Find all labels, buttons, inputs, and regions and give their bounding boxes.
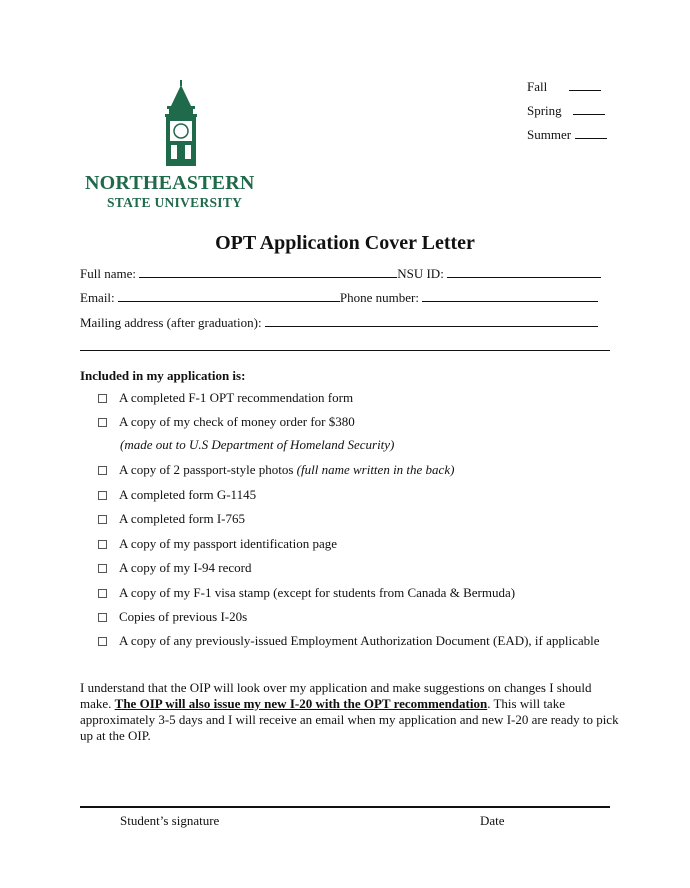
university-logo [85,80,285,166]
checkbox-icon[interactable] [98,515,107,524]
full-name-row [80,266,601,282]
checklist-item[interactable]: A copy of any previously-issued Employment Authorization Document (EAD), if applicable [98,633,600,649]
checkbox-icon[interactable] [98,418,107,427]
photos-note: (full name written in the back) [296,462,455,477]
checklist-item[interactable]: Copies of previous I-20s [98,609,247,625]
checkbox-icon[interactable] [98,589,107,598]
i20-emphasis: The OIP will also issue my new I-20 with the OPT recommendation [114,696,488,711]
checkbox-icon[interactable] [98,394,107,403]
email-row [80,290,598,306]
checklist-item[interactable]: A copy of my F-1 visa stamp (except for students from Canada & Bermuda) [98,585,515,601]
nsu-id-field[interactable] [447,267,601,278]
checklist-item[interactable]: A copy of my I-94 record [98,560,252,576]
signature-line[interactable] [80,806,610,808]
phone-field[interactable] [422,291,598,302]
checklist-item[interactable]: A copy of my check of money order for $380 [98,414,355,430]
term-summer[interactable]: Summer [527,127,607,143]
checkbox-icon[interactable] [98,466,107,475]
acknowledgement-paragraph: I understand that the OIP will look over my application and make suggestions on changes I should make. The OIP will also issue my new I-20 with the OPT recommendation. This will take approximately 3-5 days and I will receive an email when my application and new I-20 are ready to pick up at the OIP. [80,680,619,743]
money-order-note: (made out to U.S Department of Homeland Security) [120,437,395,452]
logo-name: NORTHEASTERN [85,172,255,194]
checklist-item[interactable]: A completed F-1 OPT recommendation form [98,390,353,406]
mailing-field[interactable] [265,316,598,327]
mailing-row-2 [80,339,610,355]
nsu-id-label: NSU ID: [397,266,444,281]
page-title: OPT Application Cover Letter [215,232,475,254]
checklist-item[interactable]: A completed form I-765 [98,511,245,527]
logo-subtitle: STATE UNIVERSITY [107,195,243,210]
phone-label: Phone number: [339,290,419,305]
email-field[interactable] [118,291,340,302]
full-name-field[interactable] [139,267,397,278]
email-label: Email: [80,290,115,305]
mailing-label: Mailing address (after graduation): [80,315,262,330]
mailing-field-2[interactable] [80,340,610,351]
checkbox-icon[interactable] [98,540,107,549]
checklist-item[interactable]: A completed form G-1145 [98,487,256,503]
checkbox-icon[interactable] [98,637,107,646]
term-fall[interactable]: Fall [527,79,601,95]
signature-label: Student’s signature [120,813,220,828]
checkbox-icon[interactable] [98,564,107,573]
full-name-label: Full name: [80,266,136,281]
clock-tower-icon [161,80,201,166]
term-spring[interactable]: Spring [527,103,605,119]
checklist-item[interactable]: A copy of my passport identification page [98,536,337,552]
checklist-item[interactable]: A copy of 2 passport-style photos (full name written in the back) [98,462,454,478]
mailing-row [80,315,598,331]
checkbox-icon[interactable] [98,491,107,500]
checkbox-icon[interactable] [98,613,107,622]
section-heading: Included in my application is: [80,368,246,383]
date-label: Date [480,813,505,828]
